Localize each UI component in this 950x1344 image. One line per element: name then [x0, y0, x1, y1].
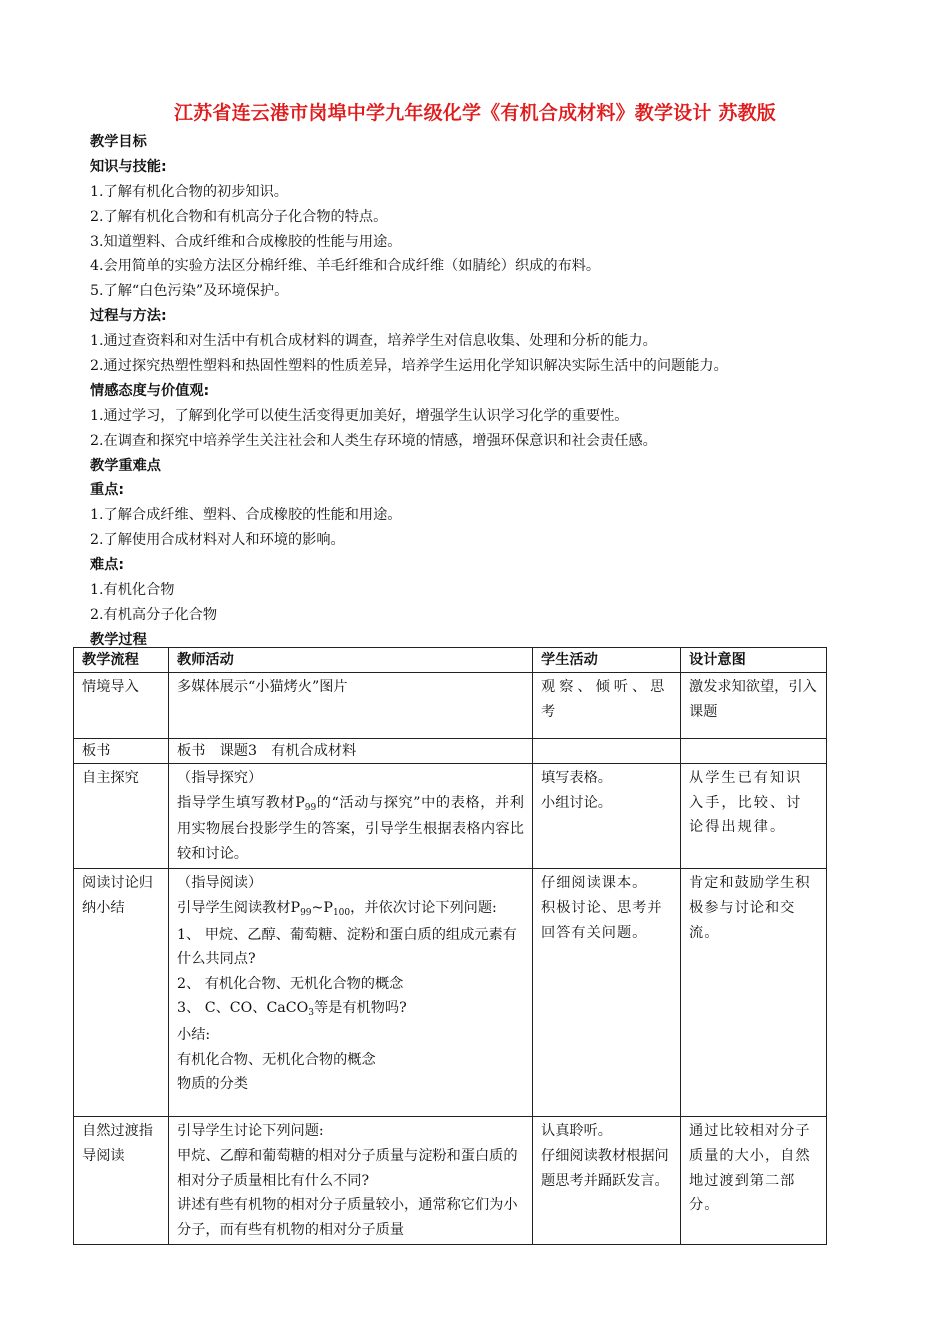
cell-text: 小组讨论。 — [541, 794, 612, 811]
subscript: 99 — [300, 907, 312, 918]
list-item: 5.了解“白色污染”及环境保护。 — [90, 283, 289, 300]
list-item: 2.通过探究热塑性塑料和热固性塑料的性质差异，培养学生运用化学知识解决实际生活中的问题能力。 — [90, 358, 728, 375]
teacher-cell: 多媒体展示“小猫烤火”图片 — [169, 673, 533, 739]
cell-text: 仔细阅读教材根据问题思考并踊跃发言。 — [541, 1147, 669, 1189]
key-points-heading: 教学重难点 — [90, 457, 161, 474]
cell-text: 仔细阅读课本。 — [541, 875, 648, 892]
emotion-heading: 情感态度与价值观: — [90, 382, 210, 399]
intent-cell: 肯定和鼓励学生积极参与讨论和交流。 — [681, 869, 827, 1117]
focus-heading: 重点: — [90, 482, 125, 499]
student-cell — [533, 739, 681, 764]
cell-text: 观察、倾听、思考 — [541, 679, 669, 720]
student-cell — [533, 1117, 681, 1245]
subscript: 100 — [332, 907, 351, 918]
list-item: 1.通过学习，了解到化学可以使生活变得更加美好，增强学生认识学习化学的重要性。 — [90, 407, 629, 424]
question-item — [177, 996, 524, 1023]
subscript: 3 — [308, 1008, 314, 1019]
cell-text: 等是有机物吗? — [313, 1000, 407, 1017]
cell-text: P — [295, 794, 305, 811]
table-row — [74, 869, 827, 1117]
teacher-cell — [169, 1117, 533, 1245]
cell-text: ，并依次讨论下列问题: — [350, 899, 497, 916]
cell-text: 讲述有些有机物的相对分子质量较小，通常称它们为小分子，而有些有机物的相对分子质量 — [177, 1197, 518, 1238]
cell-text: 填写表格。 — [541, 770, 612, 786]
knowledge-heading: 知识与技能: — [90, 158, 167, 175]
cell-text — [177, 896, 524, 923]
cell-text — [177, 791, 524, 867]
list-item: 1.通过查资料和对生活中有机合成材料的调查，培养学生对信息收集、处理和分析的能力。 — [90, 333, 657, 350]
list-item: 1.了解合成纤维、塑料、合成橡胶的性能和用途。 — [90, 507, 402, 524]
cell-text: （指导阅读） — [177, 875, 263, 892]
stage-cell: 自然过渡指导阅读 — [74, 1117, 169, 1245]
list-item: 1.了解有机化合物的初步知识。 — [90, 183, 288, 200]
table-row — [74, 1117, 827, 1245]
cell-text: 引导学生讨论下列问题: — [177, 1123, 324, 1140]
list-item: 2.了解使用合成材料对人和环境的影响。 — [90, 532, 345, 549]
objectives-heading: 教学目标 — [90, 134, 147, 150]
cell-text: 甲烷、乙醇和葡萄糖的相对分子质量与淀粉和蛋白质的相对分子质量相比有什么不同? — [177, 1147, 518, 1189]
stage-cell: 阅读讨论归纳小结 — [74, 869, 169, 1117]
list-item: 3.知道塑料、合成纤维和合成橡胶的性能与用途。 — [90, 233, 402, 250]
process-heading: 过程与方法: — [90, 308, 167, 325]
cell-text: 积极讨论、思考并回答有关问题。 — [541, 899, 663, 941]
cell-text: 3、 C、CO、CaCO — [177, 1000, 309, 1017]
list-item: 2.有机高分子化合物 — [90, 606, 218, 623]
list-item: 1.有机化合物 — [90, 582, 175, 599]
table-row — [74, 764, 827, 869]
student-cell — [533, 673, 681, 739]
table-row — [74, 739, 827, 764]
list-item: 2.了解有机化合物和有机高分子化合物的特点。 — [90, 208, 388, 225]
teacher-cell: 板书 课题3 有机合成材料 — [169, 739, 533, 764]
cell-text: 引导学生阅读教材 — [177, 899, 291, 916]
student-cell — [533, 869, 681, 1117]
question-item: 2、 有机化合物、无机化合物的概念 — [177, 975, 404, 992]
cell-text: P — [290, 899, 301, 916]
question-item: 1、 甲烷、乙醇、葡萄糖、淀粉和蛋白质的组成元素有什么共同点? — [177, 926, 517, 968]
intent-cell: 从学生已有知识入手，比较、讨论得出规律。 — [681, 764, 827, 869]
process-table-heading: 教学过程 — [90, 631, 147, 648]
student-cell — [533, 764, 681, 869]
stage-cell: 情境导入 — [74, 673, 169, 739]
list-item: 4.会用简单的实验方法区分棉纤维、羊毛纤维和合成纤维（如腈纶）织成的布料。 — [90, 258, 601, 275]
cell-text: 物质的分类 — [177, 1076, 248, 1093]
column-header: 教师活动 — [169, 648, 533, 673]
teacher-cell — [169, 869, 533, 1117]
page-title: 江苏省连云港市岗埠中学九年级化学《有机合成材料》教学设计 苏教版 — [173, 102, 777, 124]
cell-text: 小结: — [177, 1026, 211, 1043]
document-body — [90, 130, 870, 653]
cell-text: 指导学生填写教材 — [177, 794, 296, 811]
intent-cell: 通过比较相对分子质量的大小，自然地过渡到第二部分。 — [681, 1117, 827, 1245]
column-header: 学生活动 — [533, 648, 681, 673]
teacher-cell — [169, 764, 533, 869]
teaching-process-table — [73, 647, 827, 1245]
column-header: 教学流程 — [74, 648, 169, 673]
cell-text: 认真聆听。 — [541, 1123, 612, 1140]
intent-cell — [681, 739, 827, 764]
cell-text: 有机化合物、无机化合物的概念 — [177, 1051, 376, 1068]
list-item: 2.在调查和探究中培养学生关注社会和人类生存环境的情感，增强环保意识和社会责任感。 — [90, 432, 657, 449]
cell-text: ~P — [311, 899, 333, 916]
table-row — [74, 673, 827, 739]
cell-text: （指导探究） — [177, 770, 263, 786]
column-header: 设计意图 — [681, 648, 827, 673]
subscript: 99 — [304, 802, 317, 813]
difficulty-heading: 难点: — [90, 557, 125, 574]
stage-cell: 板书 — [74, 739, 169, 764]
cell-text: 的“活动与探究”中的表格，并利用实物展台投影学生的答案，引导学生根据表格内容比较和讨论。 — [177, 794, 524, 862]
table-header-row — [74, 648, 827, 673]
stage-cell: 自主探究 — [74, 764, 169, 869]
intent-cell: 激发求知欲望，引入课题 — [681, 673, 827, 739]
